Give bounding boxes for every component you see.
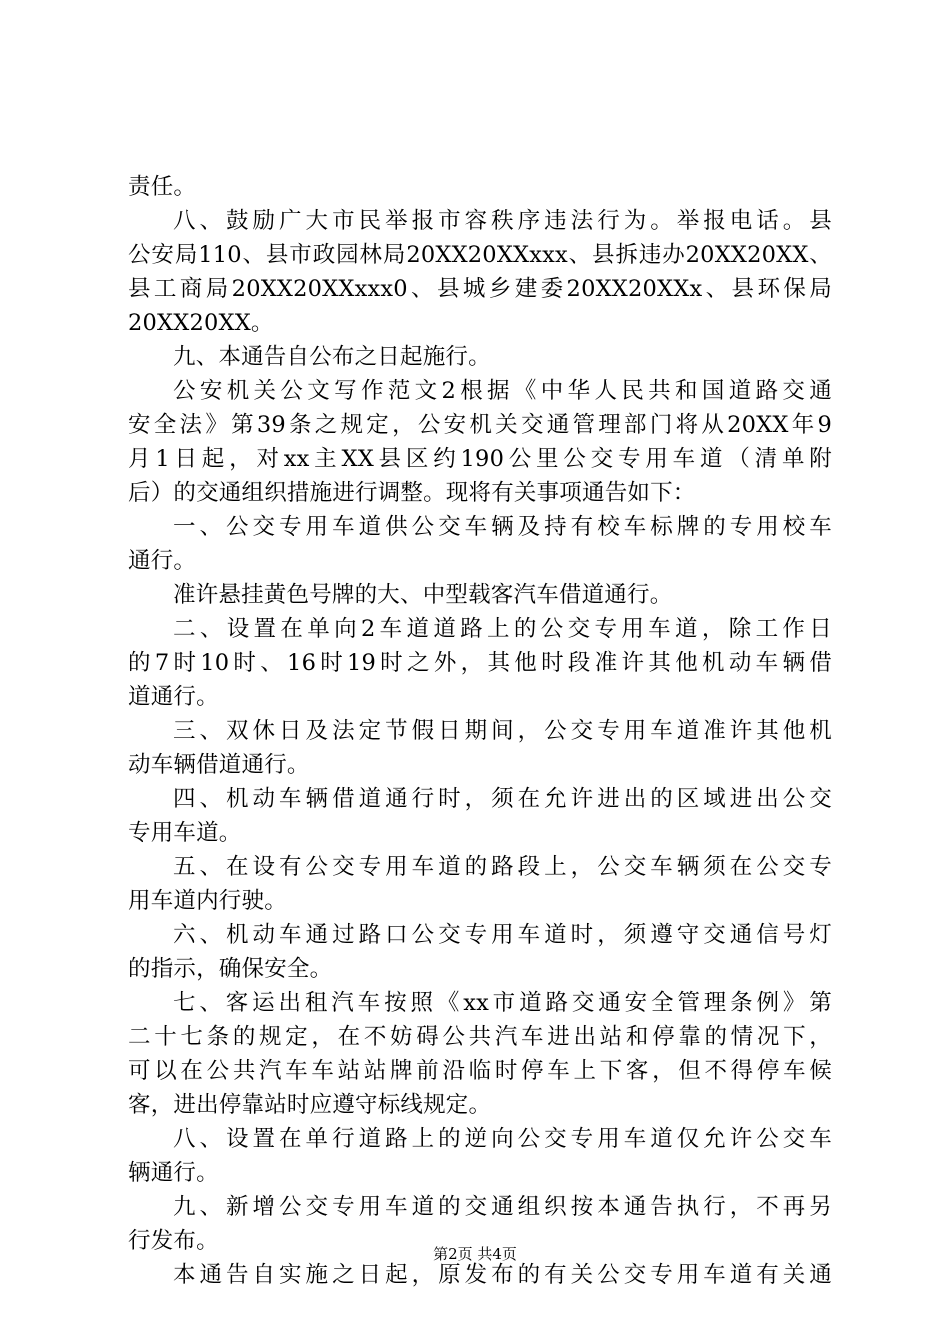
- text-line: 八、设置在单行道路上的逆向公交专用车道仅允许公交车: [173, 1126, 832, 1152]
- text-line: 准许悬挂黄色号牌的大、中型载客汽车借道通行。: [173, 582, 673, 608]
- text-line: 可以在公共汽车车站站牌前沿临时停车上下客，但不得停车候: [128, 1058, 832, 1084]
- text-line: 六、机动车通过路口公交专用车道时，须遵守交通信号灯: [173, 922, 832, 948]
- text-line: 五、在设有公交专用车道的路段上，公交车辆须在公交专: [173, 854, 832, 880]
- text-line: 二、设置在单向2车道道路上的公交专用车道，除工作日: [173, 616, 832, 642]
- text-line: 公安局110、县市政园林局20XX20XXxxx、县拆违办20XX20XX、: [128, 242, 832, 268]
- text-line: 客，进出停靠站时应遵守标线规定。: [128, 1092, 492, 1118]
- text-line: 专用车道。: [128, 820, 242, 846]
- text-line: 二十七条的规定，在不妨碍公共汽车进出站和停靠的情况下，: [128, 1024, 832, 1050]
- text-line: 县工商局20XX20XXxxx0、县城乡建委20XX20XXx、县环保局: [128, 276, 832, 302]
- text-line: 一、公交专用车道供公交车辆及持有校车标牌的专用校车: [173, 514, 832, 540]
- text-line: 本通告自实施之日起，原发布的有关公交专用车道有关通: [173, 1262, 832, 1288]
- text-line: 四、机动车辆借道通行时，须在允许进出的区域进出公交: [173, 786, 832, 812]
- text-line: 20XX20XX。: [128, 310, 274, 336]
- text-line: 安全法》第39条之规定，公安机关交通管理部门将从20XX年9: [128, 412, 832, 438]
- text-line: 三、双休日及法定节假日期间，公交专用车道准许其他机: [173, 718, 832, 744]
- text-line: 月1日起，对xx主XX县区约190公里公交专用车道（清单附: [128, 446, 832, 472]
- text-line: 通行。: [128, 548, 197, 574]
- text-line: 的7时10时、16时19时之外，其他时段准许其他机动车辆借: [128, 650, 832, 676]
- text-line: 九、新增公交专用车道的交通组织按本通告执行，不再另: [173, 1194, 832, 1220]
- text-line: 七、客运出租汽车按照《xx市道路交通安全管理条例》第: [173, 990, 832, 1016]
- text-line: 公安机关公文写作范文2根据《中华人民共和国道路交通: [173, 378, 832, 404]
- text-line: 八、鼓励广大市民举报市容秩序违法行为。举报电话。县: [173, 208, 832, 234]
- text-line: 动车辆借道通行。: [128, 752, 310, 778]
- text-line: 道通行。: [128, 684, 219, 710]
- text-line: 辆通行。: [128, 1160, 219, 1186]
- text-line: 的指示，确保安全。: [128, 956, 333, 982]
- text-line: 责任。: [128, 174, 197, 200]
- text-line: 行发布。: [128, 1228, 219, 1254]
- document-body: [128, 170, 832, 1292]
- text-line: 后）的交通组织措施进行调整。现将有关事项通告如下：: [128, 480, 696, 506]
- text-line: 用车道内行驶。: [128, 888, 287, 914]
- text-line: 九、本通告自公布之日起施行。: [173, 344, 491, 370]
- page-number-footer: 第2页 共4页: [433, 1245, 517, 1263]
